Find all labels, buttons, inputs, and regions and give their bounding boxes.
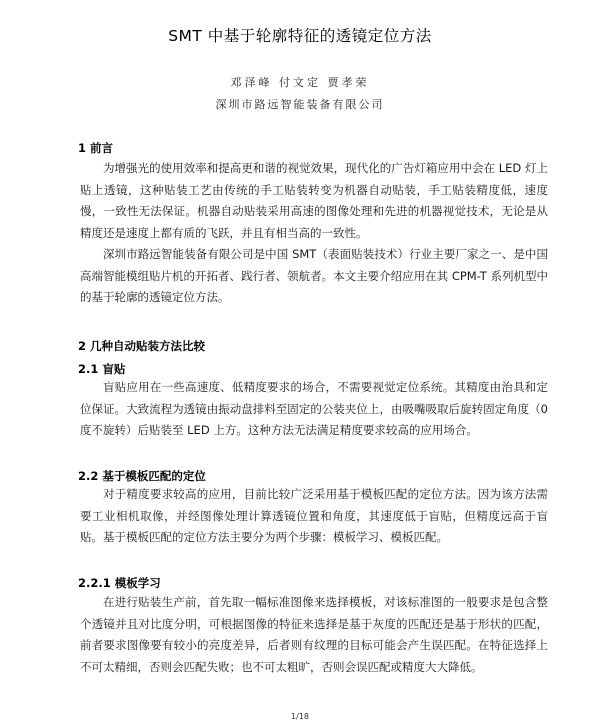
- section-2-2-body: [80, 484, 548, 549]
- paragraph: 深圳市路远智能装备有限公司是中国 SMT（表面贴装技术）行业主要厂家之一、是中国高端智能模组贴片机的开拓者、践行者、领航者。本文主要介绍应用在其 CPM-T 系列机型中的基于轮廓的透镜定位方法。: [80, 247, 548, 304]
- paragraph: 为增强光的使用效率和提高更和谐的视觉效果，现代化的广告灯箱应用中会在 LED 灯上贴上透镜，这种贴装工艺由传统的手工贴装转变为机器自动贴装，手工贴装精度低，速度慢，一致性无法保证。机器自动贴装采用高速的图像处理和先进的机器视觉技术，无论是从精度还是速度上都有质的飞跃，并且有相当高的一致性。: [80, 161, 548, 240]
- section-2-1-body: [80, 377, 548, 442]
- section-heading-2-2: 2.2 基于模板匹配的定位: [78, 469, 206, 483]
- section-2-2-1-body: [80, 592, 548, 678]
- page-number: 1/18: [291, 712, 309, 721]
- section-heading-2-2-1: 2.2.1 模板学习: [78, 576, 161, 590]
- section-heading-2-1: 2.1 盲贴: [78, 362, 126, 376]
- paragraph: 盲贴应用在一些高速度、低精度要求的场合，不需要视觉定位系统。其精度由治具和定位保证。大致流程为透镜由振动盘排料至固定的公装夹位上，由吸嘴吸取后旋转固定角度（0 度不旋转）后贴装至 LED 上方。这种方法无法满足精度要求较高的应用场合。: [80, 380, 548, 437]
- paragraph: 对于精度要求较高的应用，目前比较广泛采用基于模板匹配的定位方法。因为该方法需要工业相机取像，并经图像处理计算透镜位置和角度，其速度低于盲贴，但精度远高于盲贴。基于模板匹配的定位方法主要分为两个步骤：模板学习、模板匹配。: [80, 487, 548, 544]
- section-heading-2: 2 几种自动贴装方法比较: [78, 339, 206, 353]
- section-heading-1: 1 前言: [78, 141, 114, 155]
- document-title: SMT 中基于轮廓特征的透镜定位方法: [168, 27, 432, 45]
- author-list: 邓泽峰 付文定 贾孝荣: [230, 76, 370, 89]
- affiliation: 深圳市路远智能装备有限公司: [215, 98, 385, 111]
- section-1-body: [80, 158, 548, 309]
- paragraph: 在进行贴装生产前，首先取一幅标准图像来选择模板，对该标准图的一般要求是包含整个透镜并且对比度分明，可根据图像的特征来选择是基于灰度的匹配还是基于形状的匹配，前者要求图像要有较小的亮度差异，后者则有纹理的目标可能会产生误匹配。在特征选择上不可太精细，否则会匹配失败；也不可太粗旷，否则会误匹配或精度大大降低。: [80, 595, 548, 674]
